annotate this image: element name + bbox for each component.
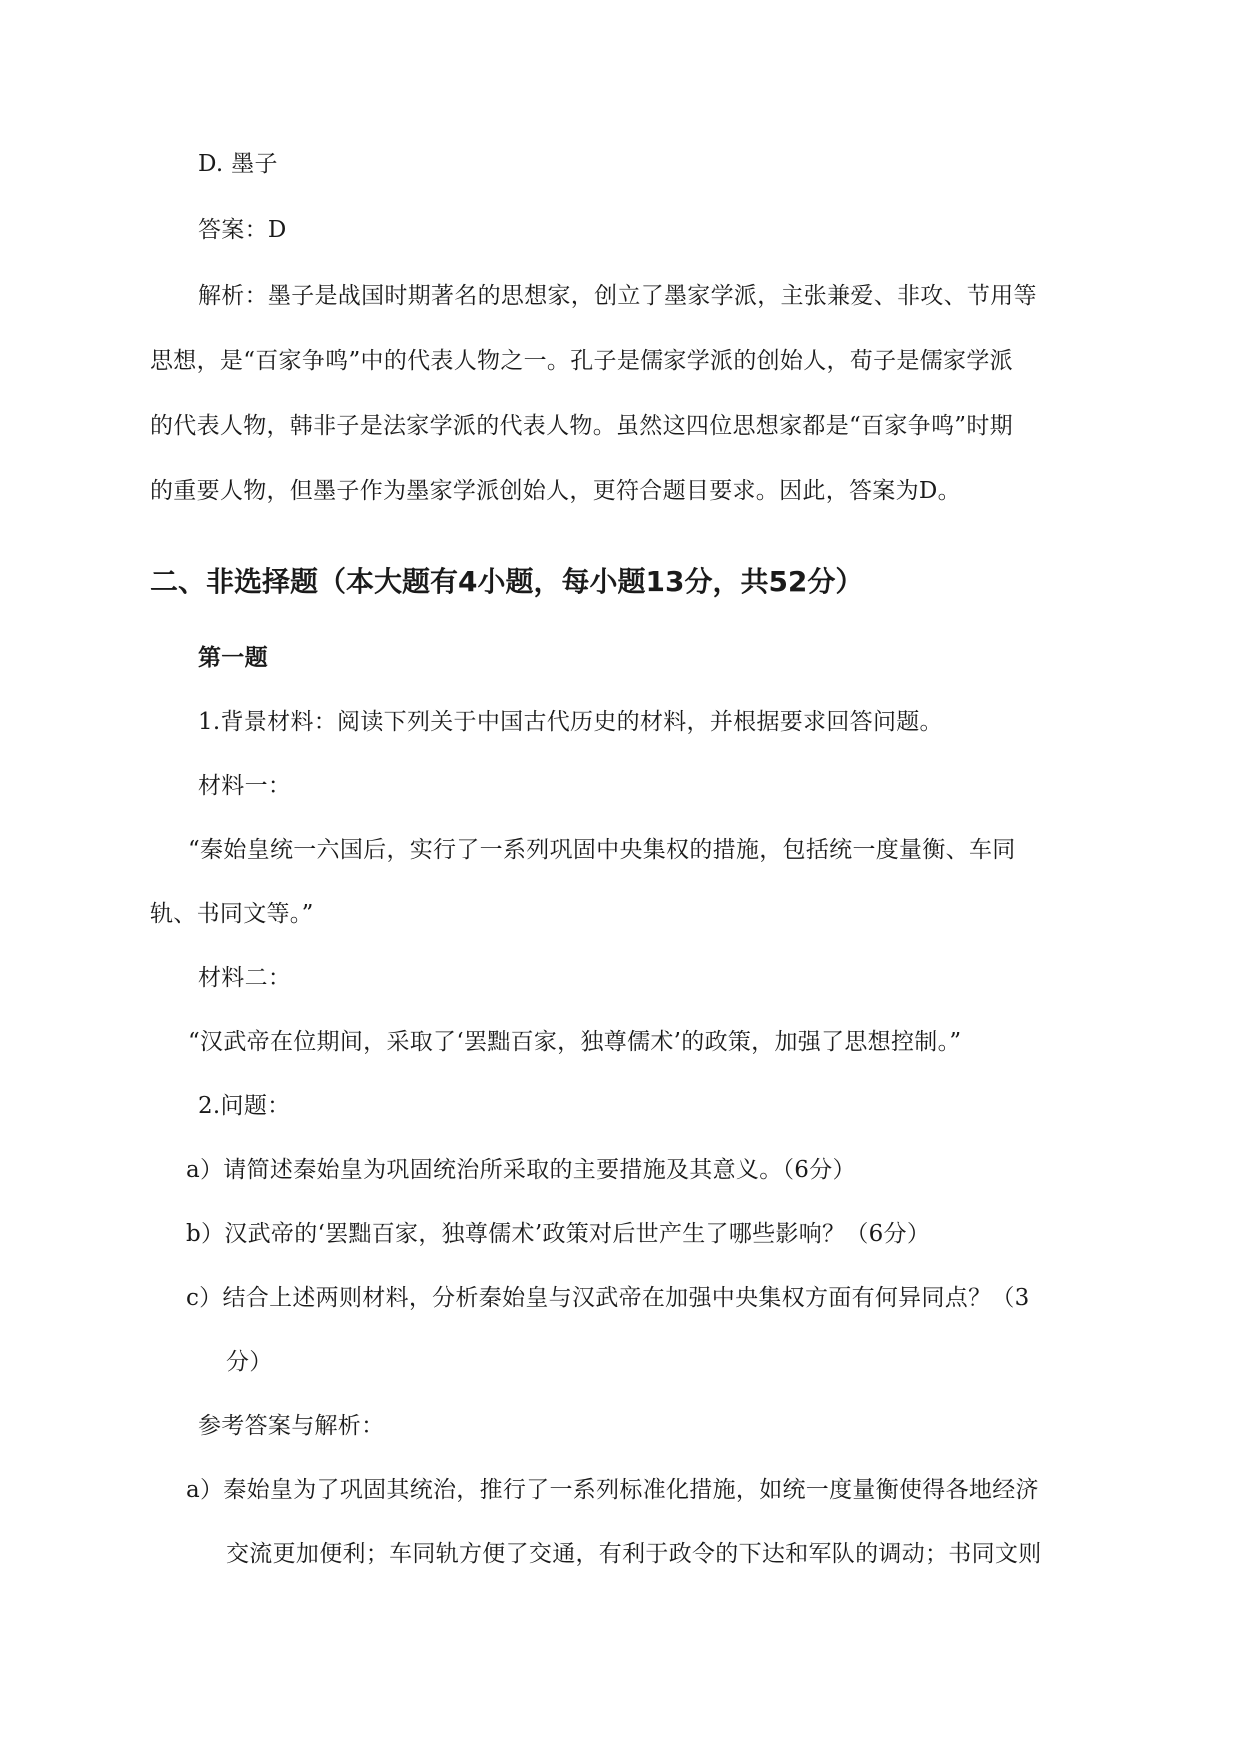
background-line: 1.背景材料：阅读下列关于中国古代历史的材料，并根据要求回答问题。 — [198, 709, 943, 735]
question-title: 第一题 — [198, 645, 268, 671]
option-d: D. 墨子 — [198, 151, 278, 177]
reference-label: 参考答案与解析： — [198, 1413, 385, 1439]
analysis-line: 的代表人物，韩非子是法家学派的代表人物。虽然这四位思想家都是“百家争鸣”时期 — [150, 413, 1013, 439]
material2-label: 材料二： — [198, 965, 292, 991]
analysis-line: 解析：墨子是战国时期著名的思想家，创立了墨家学派，主张兼爱、非攻、节用等 — [198, 283, 1037, 309]
material2-text: “汉武帝在位期间，采取了‘罢黜百家，独尊儒术’的政策，加强了思想控制。” — [188, 1029, 962, 1055]
section-heading: 二、非选择题（本大题有4小题，每小题13分，共52分） — [150, 565, 864, 598]
material1-label: 材料一： — [198, 773, 292, 799]
analysis-line: 的重要人物，但墨子作为墨家学派创始人，更符合题目要求。因此，答案为D。 — [150, 478, 961, 504]
question-c-cont: 分） — [226, 1349, 273, 1375]
question-a: a）请简述秦始皇为巩固统治所采取的主要措施及其意义。（6分） — [186, 1157, 856, 1183]
answer-line: 答案：D — [198, 217, 287, 243]
material1-line: “秦始皇统一六国后，实行了一系列巩固中央集权的措施，包括统一度量衡、车同 — [188, 837, 1016, 863]
analysis-line: 思想，是“百家争鸣”中的代表人物之一。孔子是儒家学派的创始人，荀子是儒家学派 — [150, 348, 1013, 374]
material1-line: 轨、书同文等。” — [150, 901, 314, 927]
question-c: c）结合上述两则材料，分析秦始皇与汉武帝在加强中央集权方面有何异同点？（3 — [186, 1285, 1030, 1311]
question-b: b）汉武帝的‘罢黜百家，独尊儒术’政策对后世产生了哪些影响？（6分） — [186, 1221, 931, 1247]
answer-a: a）秦始皇为了巩固其统治，推行了一系列标准化措施，如统一度量衡使得各地经济 — [186, 1477, 1039, 1503]
answer-a-cont: 交流更加便利；车同轨方便了交通，有利于政令的下达和军队的调动；书同文则 — [226, 1541, 1042, 1567]
questions-label: 2.问题： — [198, 1093, 291, 1119]
